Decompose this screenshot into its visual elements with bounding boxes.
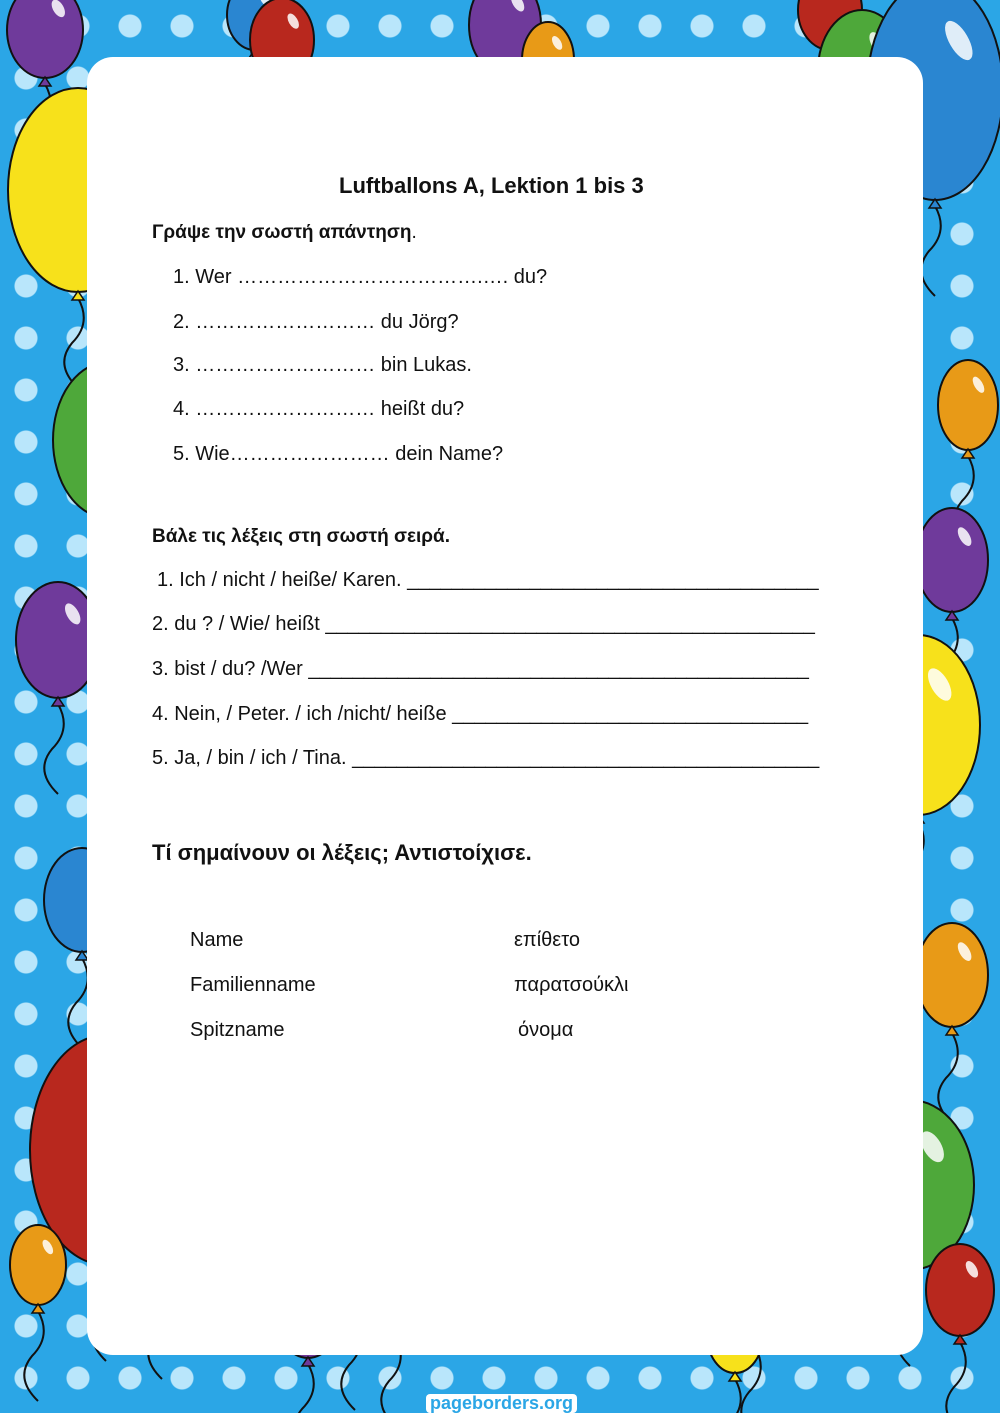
german-word-2: Familienname: [190, 974, 316, 996]
section1-instruction-period: .: [411, 222, 417, 243]
exercise2-item-4: 4. Nein, / Peter. / ich /nicht/ heiße ________________________________: [152, 703, 809, 725]
exercise1-item-4: 4. ……………………… heißt du?: [173, 398, 465, 420]
exercise1-item-5: 5. Wie…………………… dein Name?: [173, 443, 504, 465]
exercise1-item-3: 3. ……………………… bin Lukas.: [173, 354, 472, 376]
page-title: Luftballons A, Lektion 1 bis 3: [339, 173, 644, 198]
german-word-1: Name: [190, 929, 244, 951]
section3-instruction: Τί σημαίνουν οι λέξεις; Αντιστοίχισε.: [152, 840, 532, 865]
exercise2-item-1: 1. Ich / nicht / heiße/ Karen. _____________________________________: [157, 569, 819, 591]
pageborders-logo: pageborders.org: [426, 1394, 577, 1413]
section1-instruction: [152, 221, 417, 245]
greek-word-1: επίθετο: [514, 929, 580, 951]
section1-instruction-text: Γράψε την σωστή απάντηση: [152, 222, 412, 243]
german-word-3: Spitzname: [190, 1019, 285, 1041]
exercise1-item-1: 1. Wer ……………………………….…. du?: [173, 266, 548, 288]
exercise1-item-2: 2. ……………………… du Jörg?: [173, 311, 459, 333]
greek-word-2: παρατσούκλι: [514, 974, 629, 996]
exercise2-item-2: 2. du ? / Wie/ heißt ____________________________________________: [152, 613, 815, 635]
exercise2-item-5: 5. Ja, / bin / ich / Tina. __________________________________________: [152, 747, 820, 769]
section2-instruction: Βάλε τις λέξεις στη σωστή σειρά.: [152, 526, 451, 547]
greek-word-3: όνομα: [518, 1019, 574, 1041]
exercise2-item-3: 3. bist / du? /Wer _____________________________________________: [152, 658, 809, 680]
